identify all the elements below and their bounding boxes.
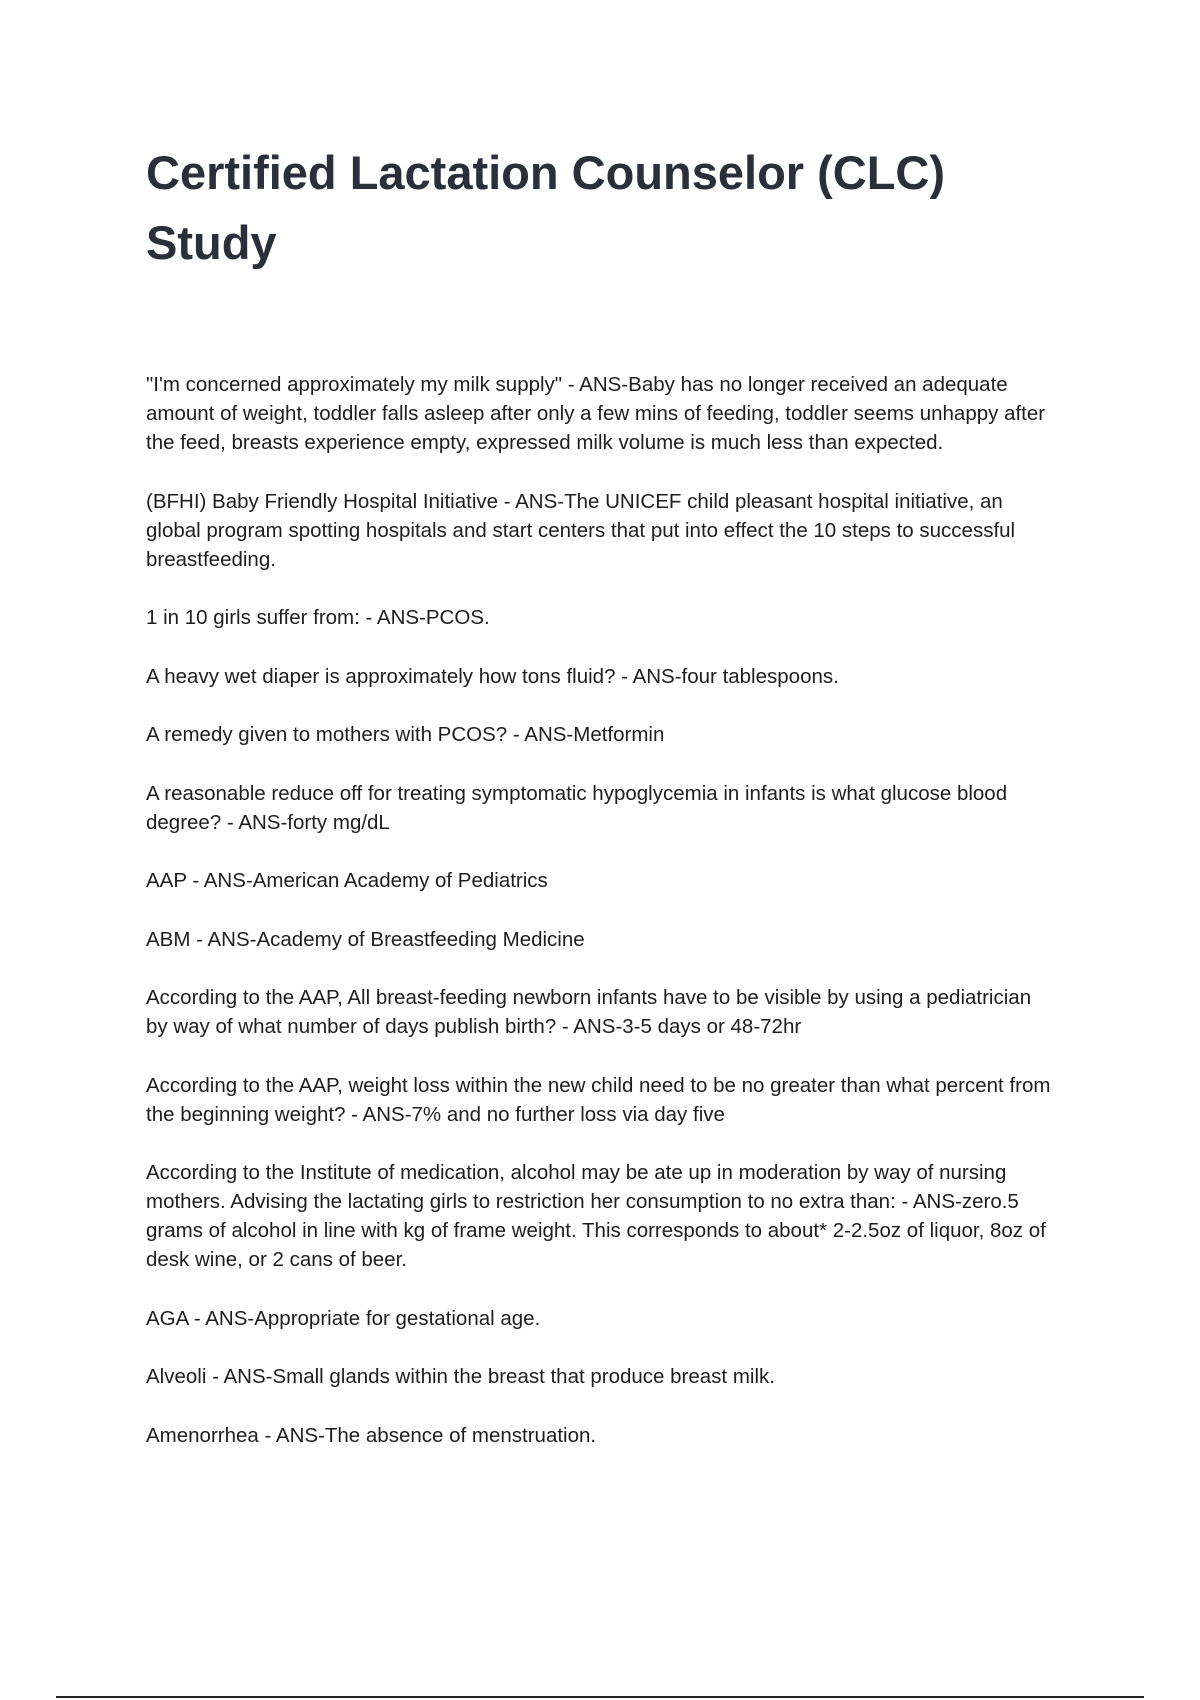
study-entry: Amenorrhea - ANS-The absence of menstruation. xyxy=(146,1423,597,1447)
study-entry: According to the Institute of medication, alcohol may be ate up in moderation by way of nursing mothers. Advising the lactating girls to restriction her consumption to no extra than: - ANS-zero.5 grams of alcohol in line with kg of frame weight. This corresponds to about* 2-2.5oz of liquor, 8oz of desk wine, or 2 cans of beer. xyxy=(146,1161,1046,1271)
study-entry: A reasonable reduce off for treating symptomatic hypoglycemia in infants is what glucose blood degree? - ANS-forty mg/dL xyxy=(146,781,1008,834)
study-entry: ABM - ANS-Academy of Breastfeeding Medicine xyxy=(146,927,585,951)
study-entry: "I'm concerned approximately my milk supply" - ANS-Baby has no longer received an adequate amount of weight, toddler falls asleep after only a few mins of feeding, toddler seems unhappy after the feed, breasts experience empty, expressed milk volume is much less than expected. xyxy=(146,373,1046,454)
study-entries xyxy=(146,370,1056,1479)
page-bottom-divider xyxy=(56,1696,1144,1698)
study-entry: Alveoli - ANS-Small glands within the breast that produce breast milk. xyxy=(146,1365,775,1388)
document-title: Certified Lactation Counselor (CLC) Study xyxy=(146,146,946,269)
study-entry: 1 in 10 girls suffer from: - ANS-PCOS. xyxy=(146,606,490,629)
study-entry: A remedy given to mothers with PCOS? - ANS-Metformin xyxy=(146,723,665,746)
study-entry: According to the AAP, weight loss within the new child need to be no greater than what percent from the beginning weight? - ANS-7% and no further loss via day five xyxy=(146,1073,1051,1126)
study-entry: (BFHI) Baby Friendly Hospital Initiative - ANS-The UNICEF child pleasant hospital initiative, an global program spotting hospitals and start centers that put into effect the 10 steps to successful breastfeeding. xyxy=(146,489,1016,571)
study-entry: AAP - ANS-American Academy of Pediatrics xyxy=(146,869,548,892)
study-entry: AGA - ANS-Appropriate for gestational age. xyxy=(146,1306,541,1330)
study-entry: According to the AAP, All breast-feeding newborn infants have to be visible by using a pediatrician by way of what number of days publish birth? - ANS-3-5 days or 48-72hr xyxy=(146,986,1032,1038)
study-entry: A heavy wet diaper is approximately how tons fluid? - ANS-four tablespoons. xyxy=(146,664,839,688)
